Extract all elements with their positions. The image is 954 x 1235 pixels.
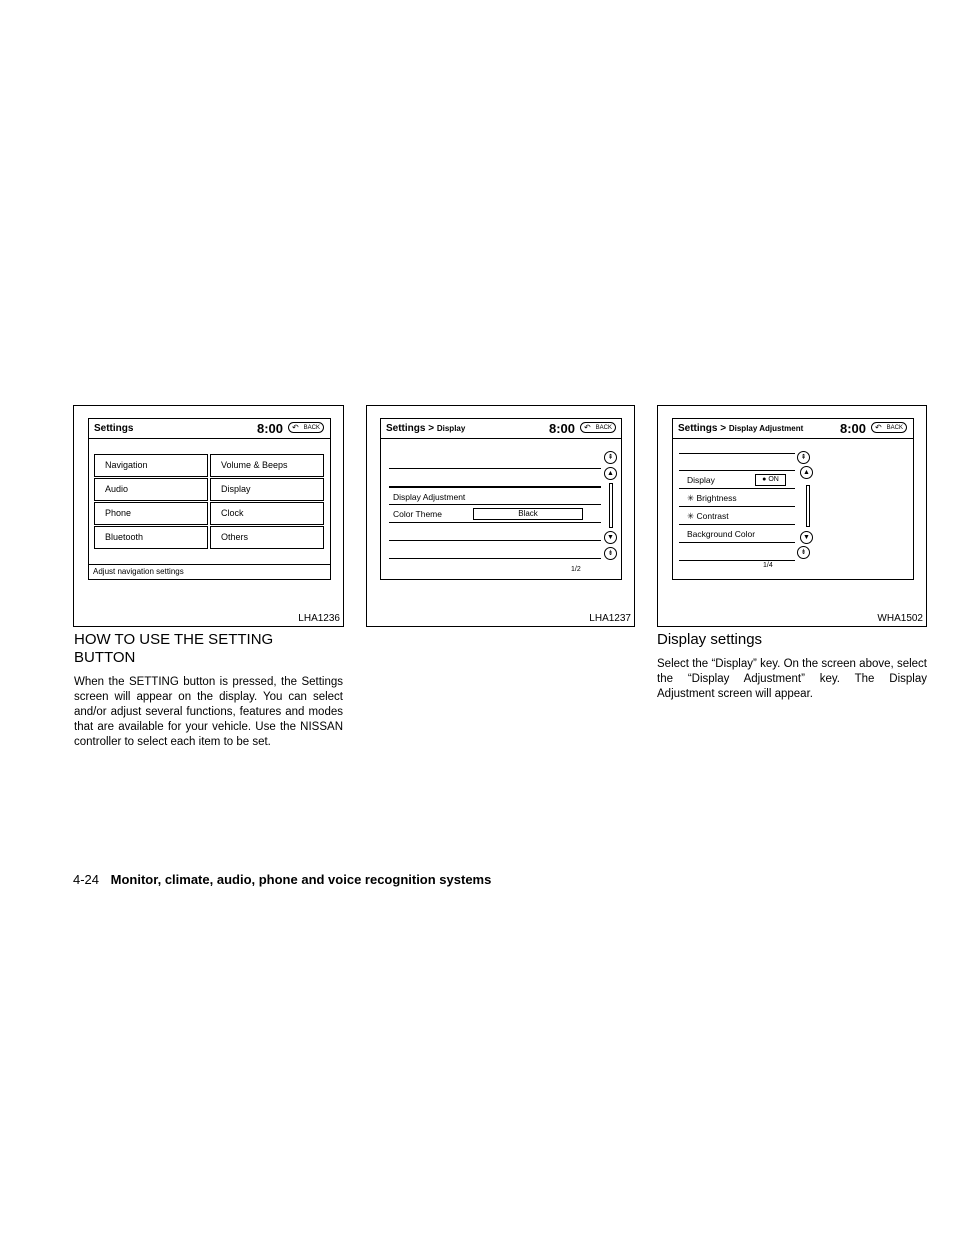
blank-row: [679, 453, 795, 471]
page-indicator: 1/4: [763, 562, 773, 569]
display-adjustment-screen: [672, 418, 914, 580]
row-brightness[interactable]: ✳ Brightness: [679, 489, 795, 507]
screen-header: [89, 419, 330, 439]
blank-row: [389, 541, 601, 559]
blank-row: [389, 469, 601, 487]
clock-display: 8:00: [840, 421, 867, 436]
section-body-setting-button: When the SETTING button is pressed, the Settings screen will appear on the display. You can select and/or adjust several functions, features and modes that are available for your vehicle. Use the NISSAN controller to select each item to be set.: [74, 676, 343, 748]
back-button[interactable]: ↶ BACK: [580, 422, 616, 433]
menu-item-audio[interactable]: Audio: [94, 478, 208, 501]
row-label: Color Theme: [393, 509, 442, 519]
row-display[interactable]: [679, 471, 795, 489]
figure-display-adjustment-screen: [657, 405, 927, 627]
page-up-icon[interactable]: ⇞: [604, 451, 617, 464]
scroll-down-icon[interactable]: ▼: [800, 531, 813, 544]
scroll-up-icon[interactable]: ▲: [800, 466, 813, 479]
section-body-display-settings: Select the “Display” key. On the screen above, select the “Display Adjustment” key. The Display Adjustment screen will appear.: [657, 658, 927, 700]
screen-title: Settings: [94, 423, 134, 434]
scroll-up-icon[interactable]: ▲: [604, 467, 617, 480]
page-down-icon[interactable]: ⇟: [604, 547, 617, 560]
clock-display: 8:00: [257, 421, 284, 436]
screen-subtitle: Display Adjustment: [728, 424, 804, 433]
row-display-adjustment[interactable]: Display Adjustment: [389, 487, 601, 505]
screen-header: [673, 419, 913, 439]
figure-settings-screen: [73, 405, 344, 627]
blank-row: [389, 523, 601, 541]
contrast-icon: ✳: [687, 511, 695, 521]
color-theme-value-box[interactable]: Black: [473, 508, 583, 520]
screen-subtitle: Display: [436, 424, 466, 433]
blank-row: [389, 451, 601, 469]
figure-label: WHA1502: [877, 613, 923, 624]
page-indicator: 1/2: [571, 566, 581, 573]
on-indicator-icon: ●: [762, 476, 767, 483]
row-background-color[interactable]: Background Color: [679, 525, 795, 543]
screen-title: Settings > Display: [386, 423, 466, 434]
menu-item-bluetooth[interactable]: Bluetooth: [94, 526, 208, 549]
page-footer: [73, 872, 491, 887]
screen-title: Settings > Display Adjustment: [678, 423, 804, 434]
brightness-icon: ✳: [687, 493, 695, 503]
menu-item-others[interactable]: Others: [210, 526, 324, 549]
back-button[interactable]: ↶ BACK: [871, 422, 907, 433]
back-button[interactable]: ↶ BACK: [288, 422, 324, 433]
menu-item-navigation[interactable]: Navigation: [94, 454, 208, 477]
display-screen: [380, 418, 622, 580]
scroll-down-icon[interactable]: ▼: [604, 531, 617, 544]
figure-label: LHA1237: [589, 613, 631, 624]
figure-display-screen: [366, 405, 635, 627]
chapter-title: Monitor, climate, audio, phone and voice recognition systems: [110, 872, 492, 887]
status-bar: Adjust navigation settings: [89, 564, 330, 579]
display-toggle[interactable]: ● ON: [755, 474, 786, 486]
menu-item-display[interactable]: Display: [210, 478, 324, 501]
settings-screen: [88, 418, 331, 580]
figure-label: LHA1236: [298, 613, 340, 624]
page-down-icon[interactable]: ⇟: [797, 546, 810, 559]
row-contrast[interactable]: ✳ Contrast: [679, 507, 795, 525]
scrollbar[interactable]: [609, 483, 613, 528]
section-heading-display-settings: Display settings: [657, 631, 763, 648]
menu-item-volume-beeps[interactable]: Volume & Beeps: [210, 454, 324, 477]
page-number: 4-24: [73, 872, 100, 887]
blank-row: [679, 543, 795, 561]
screen-header: [381, 419, 621, 439]
scrollbar[interactable]: [806, 485, 810, 527]
section-heading-setting-button: HOW TO USE THE SETTING BUTTON: [74, 631, 274, 666]
row-color-theme[interactable]: [389, 505, 601, 523]
clock-display: 8:00: [549, 421, 576, 436]
menu-item-phone[interactable]: Phone: [94, 502, 208, 525]
menu-item-clock[interactable]: Clock: [210, 502, 324, 525]
page-up-icon[interactable]: ⇞: [797, 451, 810, 464]
row-label: Display: [687, 475, 715, 485]
